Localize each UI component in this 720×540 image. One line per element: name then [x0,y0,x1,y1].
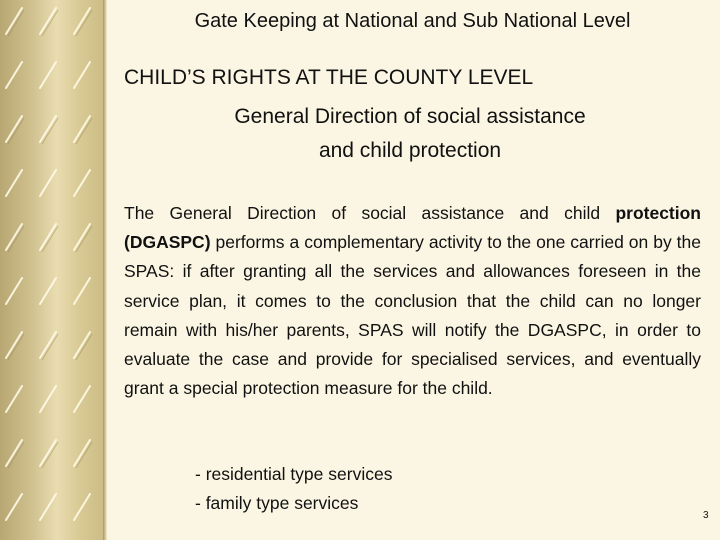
page-title: Gate Keeping at National and Sub National Level [194,10,631,32]
paragraph-bold-term: protection (DGASPC) [124,203,701,253]
section-heading: CHILD’S RIGHTS AT THE COUNTY LEVEL [124,66,534,89]
slide-number: 3 [703,510,709,521]
paragraph-rest: performs a complementary activity to the one carried on by the SPAS: if after granting all the services and allowances foreseen in the service plan, it comes to the conclusion that the child can no longer remain with his/her parents, SPAS will notify the DGASPC, in order to evaluate the case and provide for specialised services, and eventually grant a special protection measure for the child. [124,232,701,399]
body-paragraph [124,199,701,403]
list-item: - residential type services [195,464,393,484]
side-band-edge [103,0,107,540]
subtitle-line: General Direction of social assistance [234,105,586,128]
service-list [195,460,392,518]
subtitle-line: and child protection [318,139,502,162]
list-item: - family type services [195,493,359,514]
subtitle [150,100,670,168]
decorative-side-band [0,0,103,540]
diagonal-stripes-decoration [0,0,103,540]
paragraph-intro: The General Direction of social assistance and child [124,203,616,223]
